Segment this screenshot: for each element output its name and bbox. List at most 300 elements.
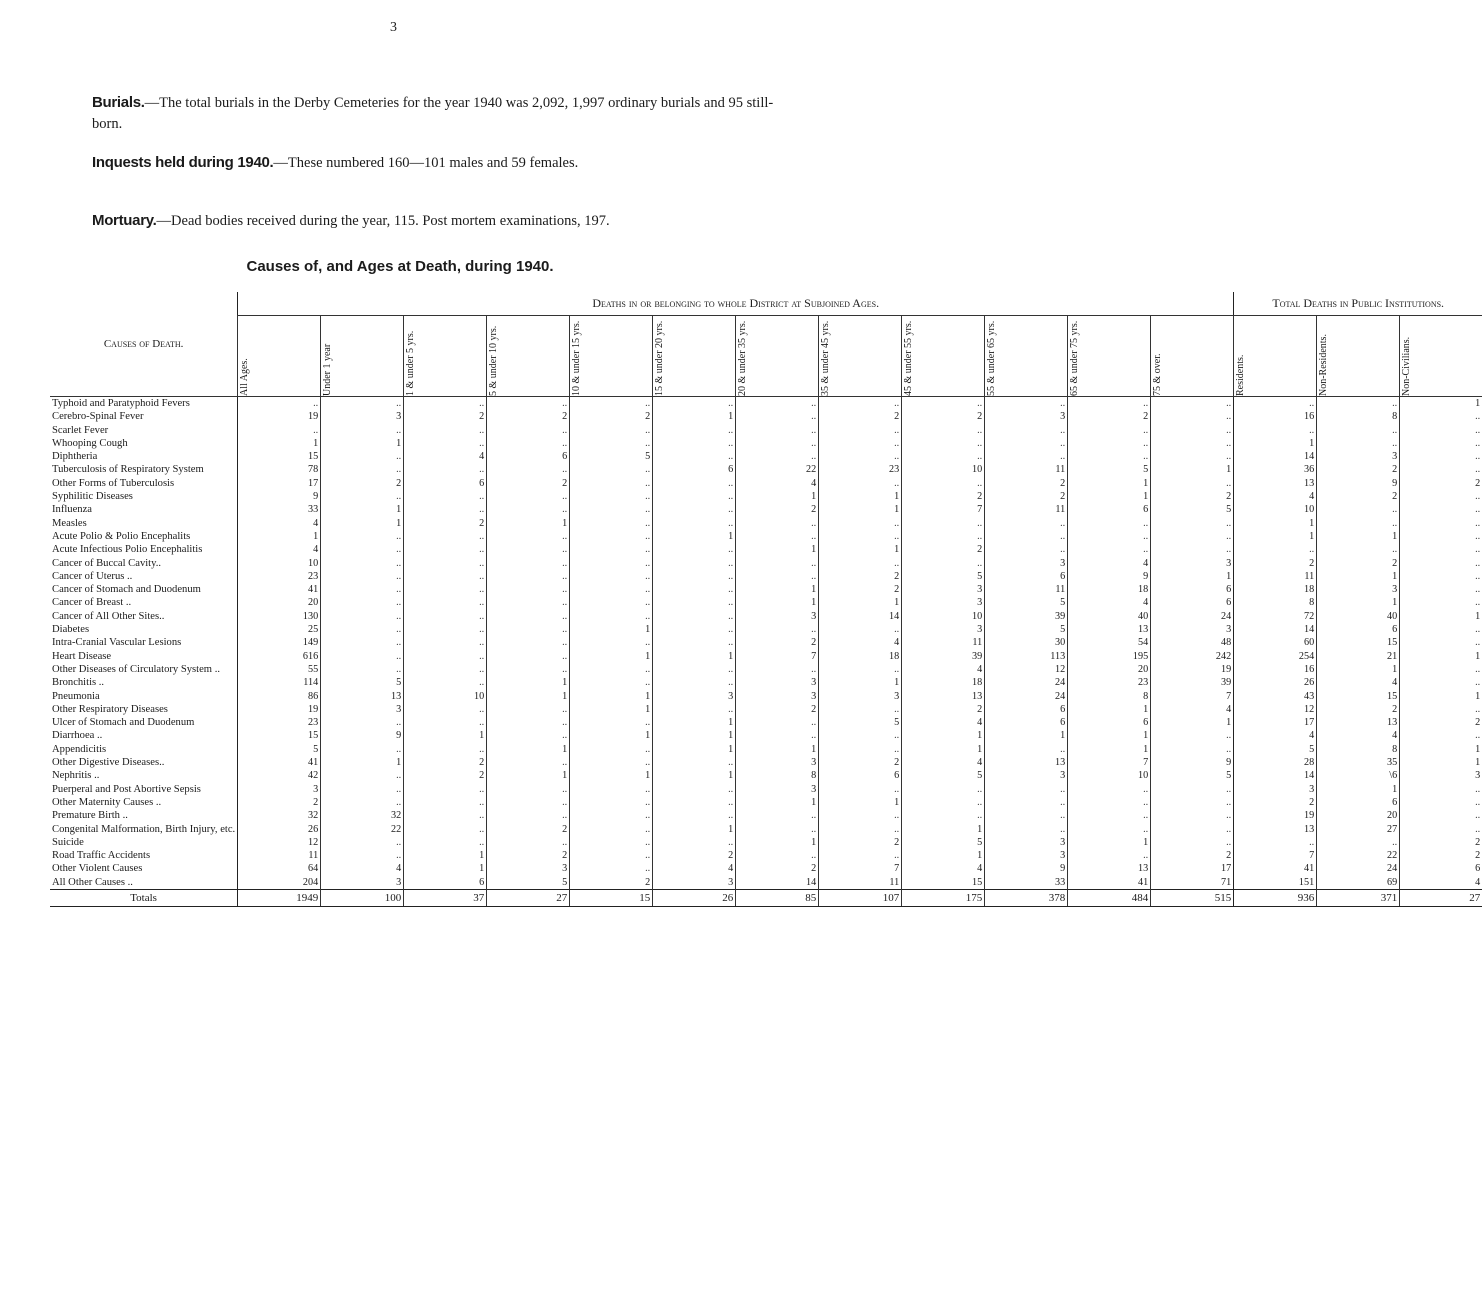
- table-cell: ..: [1400, 463, 1482, 476]
- table-cell: 378: [985, 889, 1068, 906]
- table-cell: ..: [1151, 796, 1234, 809]
- table-cell: 1: [238, 437, 321, 450]
- table-cell: ..: [653, 756, 736, 769]
- table-cell: ..: [902, 809, 985, 822]
- table-cell: ..: [404, 623, 487, 636]
- table-cell: 1: [902, 823, 985, 836]
- table-cell: 4: [653, 862, 736, 875]
- table-cell: 23: [238, 716, 321, 729]
- table-cell: ..: [487, 756, 570, 769]
- column-header-label: 20 & under 35 yrs.: [737, 320, 749, 396]
- table-cell: ..: [902, 530, 985, 543]
- table-cell: 9: [238, 490, 321, 503]
- table-cell: 32: [321, 809, 404, 822]
- column-header: [238, 316, 321, 397]
- cause-name: Pneumonia: [52, 690, 100, 702]
- table-cell: 3: [1151, 623, 1234, 636]
- table-cell: ..: [321, 490, 404, 503]
- table-cell: ..: [1400, 783, 1482, 796]
- table-cell: 18: [1234, 583, 1317, 596]
- table-cell: ..: [985, 783, 1068, 796]
- table-cell: ..: [1151, 397, 1234, 411]
- table-cell: ..: [1068, 450, 1151, 463]
- table-cell: ..: [1151, 424, 1234, 437]
- table-cell: ..: [321, 570, 404, 583]
- table-cell: ..: [570, 570, 653, 583]
- table-cell: 6: [1068, 716, 1151, 729]
- table-cell: 22: [736, 463, 819, 476]
- table-cell: ..: [1400, 410, 1482, 423]
- table-cell: ..: [1400, 530, 1482, 543]
- table-cell: 33: [985, 876, 1068, 890]
- table-cell: ..: [902, 424, 985, 437]
- table-cell: 9: [985, 862, 1068, 875]
- table-cell: ..: [985, 397, 1068, 411]
- table-cell: 2: [487, 823, 570, 836]
- table-cell: ..: [736, 450, 819, 463]
- cause-name: Cancer of All Other Sites..: [52, 610, 165, 622]
- table-cell: ..: [1151, 450, 1234, 463]
- table-cell: 6: [1317, 623, 1400, 636]
- table-cell: ..: [653, 783, 736, 796]
- table-cell: 3: [902, 583, 985, 596]
- table-cell: ..: [736, 849, 819, 862]
- table-cell: 2: [404, 410, 487, 423]
- table-cell: ..: [487, 543, 570, 556]
- table-cell: 2: [819, 756, 902, 769]
- table-cell: ..: [1068, 543, 1151, 556]
- cause-name: Acute Infectious Polio Encephalitis: [52, 544, 203, 556]
- table-cell: 484: [1068, 889, 1151, 906]
- table-cell: ..: [736, 397, 819, 411]
- table-cell: ..: [1234, 543, 1317, 556]
- table-cell: 7: [736, 650, 819, 663]
- table-row: [50, 769, 1482, 782]
- table-cell: 64: [238, 862, 321, 875]
- table-cell: 6: [653, 463, 736, 476]
- table-cell: ..: [404, 796, 487, 809]
- table-cell: ..: [736, 716, 819, 729]
- table-cell: 4: [902, 862, 985, 875]
- cause-name: Diphtheria: [52, 451, 98, 463]
- table-cell: ..: [1151, 783, 1234, 796]
- table-cell: 19: [238, 410, 321, 423]
- column-header: [321, 316, 404, 397]
- table-cell: 16: [1234, 663, 1317, 676]
- table-cell: ..: [487, 530, 570, 543]
- table-cell: 86: [238, 690, 321, 703]
- table-cell: 1: [1400, 650, 1482, 663]
- table-cell: ..: [819, 450, 902, 463]
- table-title: Causes of, and Ages at Death, during 1940.: [246, 258, 554, 275]
- table-cell: 2: [736, 862, 819, 875]
- table-cell: ..: [1400, 424, 1482, 437]
- table-cell: ..: [487, 663, 570, 676]
- table-cell: ..: [487, 463, 570, 476]
- table-cell: 13: [1068, 623, 1151, 636]
- table-cell: 5: [902, 570, 985, 583]
- table-cell: ..: [1151, 743, 1234, 756]
- table-cell: 2: [404, 769, 487, 782]
- table-cell: 1: [653, 769, 736, 782]
- table-cell: ..: [487, 557, 570, 570]
- table-row: [50, 849, 1482, 862]
- table-cell: 13: [1234, 477, 1317, 490]
- table-row: [50, 503, 1482, 516]
- cause-name: Diarrhoea ..: [52, 730, 103, 742]
- cause-name: Cancer of Breast ..: [52, 597, 132, 609]
- table-cell: 41: [1234, 862, 1317, 875]
- table-cell: ..: [321, 596, 404, 609]
- table-cell: ..: [487, 583, 570, 596]
- table-cell: 4: [902, 756, 985, 769]
- table-cell: 3: [902, 623, 985, 636]
- table-cell: 371: [1317, 889, 1400, 906]
- table-cell: ..: [404, 676, 487, 689]
- table-row: [50, 690, 1482, 703]
- table-cell: 3: [1234, 783, 1317, 796]
- table-cell: 6: [404, 477, 487, 490]
- table-cell: ..: [570, 716, 653, 729]
- table-cell: 2: [487, 410, 570, 423]
- table-cell: 1: [653, 729, 736, 742]
- table-cell: 1: [1317, 530, 1400, 543]
- cause-name: Road Traffic Accidents: [52, 850, 151, 862]
- table-cell: ..: [321, 610, 404, 623]
- table-row: [50, 783, 1482, 796]
- table-cell: ..: [487, 636, 570, 649]
- column-header: [570, 316, 653, 397]
- table-cell: ..: [1317, 503, 1400, 516]
- column-header: [985, 316, 1068, 397]
- burials-text: —The total burials in the Derby Cemeteries for the year 1940 was 2,092, 1,997 ordinary burials and 95 still-born.: [92, 95, 774, 132]
- table-cell: 7: [1068, 756, 1151, 769]
- table-cell: ..: [985, 809, 1068, 822]
- table-cell: 1: [321, 517, 404, 530]
- table-cell: ..: [487, 836, 570, 849]
- table-cell: ..: [736, 557, 819, 570]
- table-cell: 2: [1400, 849, 1482, 862]
- table-cell: ..: [570, 490, 653, 503]
- table-cell: 11: [985, 503, 1068, 516]
- column-header-label: Non-Civilians.: [1401, 336, 1413, 396]
- table-cell: 19: [1151, 663, 1234, 676]
- table-cell: ..: [653, 676, 736, 689]
- table-cell: 25: [238, 623, 321, 636]
- table-cell: 17: [1234, 716, 1317, 729]
- table-cell: 1: [736, 490, 819, 503]
- table-cell: 1: [819, 596, 902, 609]
- table-cell: ..: [1234, 424, 1317, 437]
- mortuary-text: —Dead bodies received during the year, 115. Post mortem examinations, 197.: [156, 213, 610, 229]
- table-cell: ..: [736, 424, 819, 437]
- table-cell: 10: [1068, 769, 1151, 782]
- table-cell: ..: [404, 743, 487, 756]
- table-cell: 15: [570, 889, 653, 906]
- table-cell: ..: [321, 583, 404, 596]
- table-cell: 10: [902, 463, 985, 476]
- table-cell: 14: [1234, 623, 1317, 636]
- table-cell: ..: [404, 570, 487, 583]
- table-cell: ..: [1400, 623, 1482, 636]
- table-cell: 1949: [238, 889, 321, 906]
- table-row: [50, 410, 1482, 423]
- table-cell: ..: [487, 490, 570, 503]
- table-cell: ..: [321, 397, 404, 411]
- table-cell: ..: [985, 424, 1068, 437]
- table-cell: ..: [653, 610, 736, 623]
- cause-name: Typhoid and Paratyphoid Fevers: [52, 398, 190, 409]
- table-cell: 1: [570, 769, 653, 782]
- table-cell: ..: [819, 557, 902, 570]
- table-cell: ..: [1400, 703, 1482, 716]
- table-cell: ..: [1400, 823, 1482, 836]
- table-cell: 1: [487, 690, 570, 703]
- table-cell: 32: [238, 809, 321, 822]
- table-cell: ..: [902, 450, 985, 463]
- table-cell: 3: [1317, 450, 1400, 463]
- table-cell: \6: [1317, 769, 1400, 782]
- table-row: [50, 650, 1482, 663]
- table-cell: ..: [487, 809, 570, 822]
- table-cell: ..: [902, 517, 985, 530]
- table-row: [50, 716, 1482, 729]
- table-cell: 2: [1400, 477, 1482, 490]
- table-cell: ..: [1400, 490, 1482, 503]
- table-cell: ..: [404, 783, 487, 796]
- table-cell: ..: [902, 477, 985, 490]
- table-cell: ..: [819, 530, 902, 543]
- table-cell: ..: [404, 636, 487, 649]
- table-cell: 11: [238, 849, 321, 862]
- table-cell: 22: [321, 823, 404, 836]
- table-cell: ..: [487, 623, 570, 636]
- table-cell: 41: [238, 583, 321, 596]
- table-cell: ..: [570, 424, 653, 437]
- table-cell: 3: [238, 783, 321, 796]
- table-cell: 1: [736, 743, 819, 756]
- table-cell: ..: [819, 663, 902, 676]
- table-cell: 6: [1400, 862, 1482, 875]
- table-cell: ..: [487, 650, 570, 663]
- table-cell: 16: [1234, 410, 1317, 423]
- table-cell: ..: [404, 823, 487, 836]
- table-cell: ..: [902, 437, 985, 450]
- cause-name: Diabetes: [52, 624, 90, 636]
- page-number: 3: [390, 20, 397, 35]
- table-cell: 1: [653, 743, 736, 756]
- table-cell: 1: [570, 690, 653, 703]
- table-cell: ..: [653, 663, 736, 676]
- table-cell: ..: [1400, 557, 1482, 570]
- table-cell: 39: [985, 610, 1068, 623]
- table-cell: 2: [570, 410, 653, 423]
- table-cell: 1: [736, 583, 819, 596]
- table-cell: 33: [238, 503, 321, 516]
- table-cell: ..: [487, 796, 570, 809]
- table-cell: ..: [1400, 636, 1482, 649]
- cause-name: Other Violent Causes: [52, 863, 143, 875]
- table-cell: 17: [1151, 862, 1234, 875]
- table-row: [50, 756, 1482, 769]
- table-cell: 2: [819, 836, 902, 849]
- table-cell: ..: [653, 490, 736, 503]
- cause-name: Congenital Malformation, Birth Injury, etc.: [52, 823, 236, 835]
- table-row: [50, 729, 1482, 742]
- column-header: [1151, 316, 1234, 397]
- table-cell: ..: [487, 503, 570, 516]
- table-cell: 2: [487, 849, 570, 862]
- table-cell: 20: [1317, 809, 1400, 822]
- table-cell: 3: [1317, 583, 1400, 596]
- table-cell: 4: [238, 543, 321, 556]
- table-cell: 3: [819, 690, 902, 703]
- table-cell: 1: [1400, 610, 1482, 623]
- cause-name: Cancer of Uterus ..: [52, 570, 133, 582]
- table-cell: 1: [570, 623, 653, 636]
- table-cell: ..: [321, 650, 404, 663]
- table-cell: 1: [404, 862, 487, 875]
- cause-name: Cancer of Buccal Cavity..: [52, 557, 162, 569]
- column-header-label: 75 & over.: [1152, 353, 1164, 396]
- table-cell: 26: [1234, 676, 1317, 689]
- table-cell: 2: [736, 636, 819, 649]
- cause-name: Puerperal and Post Abortive Sepsis: [52, 783, 201, 795]
- table-cell: 1: [819, 676, 902, 689]
- table-cell: 1: [819, 543, 902, 556]
- table-cell: 2: [1234, 557, 1317, 570]
- table-cell: ..: [1400, 796, 1482, 809]
- table-cell: 100: [321, 889, 404, 906]
- table-cell: ..: [819, 517, 902, 530]
- table-cell: ..: [1068, 796, 1151, 809]
- table-cell: 3: [321, 876, 404, 890]
- table-cell: 1: [1317, 596, 1400, 609]
- table-cell: 10: [404, 690, 487, 703]
- table-cell: 7: [1151, 690, 1234, 703]
- table-cell: 1: [653, 530, 736, 543]
- table-cell: ..: [487, 703, 570, 716]
- table-row: [50, 543, 1482, 556]
- table-cell: ..: [736, 623, 819, 636]
- table-cell: ..: [1151, 809, 1234, 822]
- table-cell: 1: [819, 503, 902, 516]
- table-cell: 3: [985, 769, 1068, 782]
- table-cell: 27: [487, 889, 570, 906]
- table-cell: 10: [238, 557, 321, 570]
- table-cell: 11: [902, 636, 985, 649]
- table-cell: ..: [570, 596, 653, 609]
- table-cell: ..: [1317, 424, 1400, 437]
- table-cell: ..: [487, 729, 570, 742]
- table-cell: ..: [570, 463, 653, 476]
- table-cell: 27: [1317, 823, 1400, 836]
- table-cell: 1: [985, 729, 1068, 742]
- table-cell: 35: [1317, 756, 1400, 769]
- table-cell: 515: [1151, 889, 1234, 906]
- table-cell: 1: [1151, 463, 1234, 476]
- table-cell: 175: [902, 889, 985, 906]
- table-cell: 24: [985, 676, 1068, 689]
- table-cell: ..: [736, 530, 819, 543]
- table-cell: 17: [238, 477, 321, 490]
- cause-name: Other Digestive Diseases..: [52, 757, 165, 769]
- table-cell: 616: [238, 650, 321, 663]
- table-cell: ..: [985, 796, 1068, 809]
- table-cell: 18: [902, 676, 985, 689]
- table-cell: 4: [404, 450, 487, 463]
- table-cell: 2: [404, 517, 487, 530]
- table-cell: 23: [1068, 676, 1151, 689]
- column-header-label: 15 & under 20 yrs.: [654, 320, 666, 396]
- table-cell: 8: [1317, 410, 1400, 423]
- table-cell: ..: [404, 650, 487, 663]
- table-cell: ..: [570, 610, 653, 623]
- table-cell: 55: [238, 663, 321, 676]
- table-cell: 1: [902, 729, 985, 742]
- table-cell: 3: [736, 676, 819, 689]
- table-row: [50, 676, 1482, 689]
- table-cell: ..: [321, 836, 404, 849]
- table-cell: 1: [819, 796, 902, 809]
- table-cell: 6: [404, 876, 487, 890]
- table-cell: 2: [1317, 490, 1400, 503]
- table-cell: 8: [736, 769, 819, 782]
- column-header: [1234, 316, 1317, 397]
- table-cell: ..: [1317, 543, 1400, 556]
- table-cell: ..: [819, 437, 902, 450]
- table-cell: ..: [1151, 477, 1234, 490]
- table-cell: 9: [1317, 477, 1400, 490]
- table-cell: 71: [1151, 876, 1234, 890]
- table-cell: 1: [1068, 477, 1151, 490]
- table-cell: ..: [321, 769, 404, 782]
- cause-name: Tuberculosis of Respiratory System: [52, 464, 204, 476]
- table-cell: ..: [1317, 437, 1400, 450]
- table-cell: ..: [570, 437, 653, 450]
- cause-name: Measles: [52, 517, 87, 529]
- table-cell: 1: [819, 490, 902, 503]
- table-cell: 1: [1234, 437, 1317, 450]
- table-cell: 2: [1317, 703, 1400, 716]
- table-cell: ..: [819, 424, 902, 437]
- table-row: [50, 437, 1482, 450]
- table-cell: 2: [736, 703, 819, 716]
- table-cell: 113: [985, 650, 1068, 663]
- table-cell: 27: [1400, 889, 1482, 906]
- table-cell: 2: [1151, 490, 1234, 503]
- table-cell: 28: [1234, 756, 1317, 769]
- table-cell: ..: [570, 477, 653, 490]
- table-cell: ..: [1068, 437, 1151, 450]
- table-cell: 13: [321, 690, 404, 703]
- column-header-label: 35 & under 45 yrs.: [820, 320, 832, 396]
- table-cell: ..: [653, 703, 736, 716]
- table-cell: 2: [1317, 557, 1400, 570]
- table-cell: ..: [570, 796, 653, 809]
- table-row: [50, 836, 1482, 849]
- table-cell: 3: [1400, 769, 1482, 782]
- table-cell: ..: [1400, 450, 1482, 463]
- table-cell: ..: [1400, 570, 1482, 583]
- table-cell: ..: [819, 477, 902, 490]
- table-cell: 5: [1151, 503, 1234, 516]
- inquests-paragraph: [92, 152, 782, 174]
- table-cell: 3: [985, 410, 1068, 423]
- table-cell: 1: [1068, 490, 1151, 503]
- table-cell: ..: [570, 663, 653, 676]
- inquests-text: —These numbered 160—101 males and 59 females.: [273, 155, 579, 171]
